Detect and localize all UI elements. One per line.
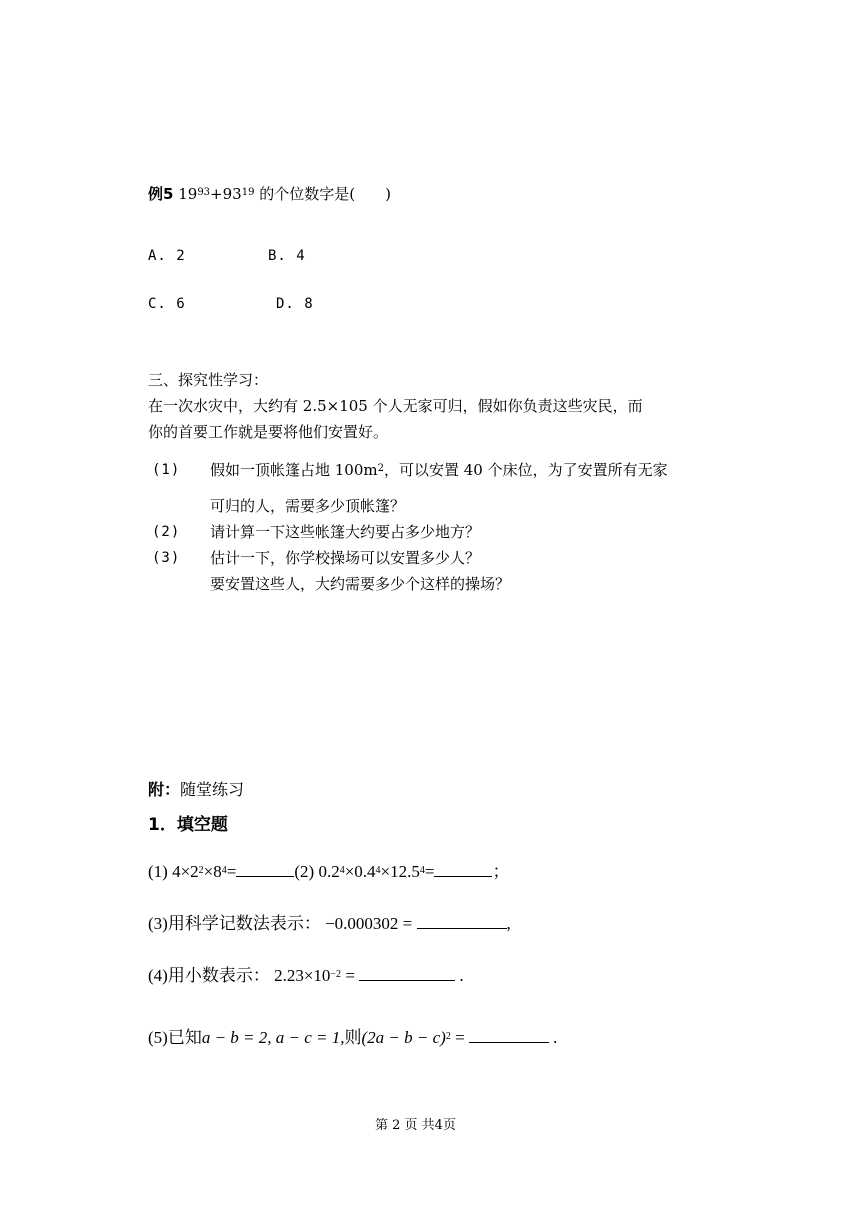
p4-sup: −2: [330, 969, 342, 980]
p2-eq: =: [424, 862, 435, 881]
option-b: B. 4: [268, 248, 306, 264]
p1-b: ×8: [203, 862, 222, 881]
p5-answer-blank[interactable]: [469, 1028, 549, 1043]
power-exp-2: 19: [241, 187, 255, 198]
page-footer: 第 2 页 共4页: [375, 1118, 456, 1133]
q3-text: 估计一下，你学校操场可以安置多少人？: [210, 549, 481, 567]
p2-sup3: 4: [419, 865, 425, 876]
p2-number: (2): [294, 862, 315, 881]
example-label: 例5: [148, 185, 174, 203]
section3-intro-1: 在一次水灾中，大约有 2.5×105 个人无家可归，假如你负责这些灾民，而: [148, 397, 643, 415]
p3-lead: (3)用科学记数法表示：: [148, 914, 321, 933]
p4-eq: =: [345, 966, 355, 985]
p3-end: ,: [506, 914, 511, 933]
p5-then: 则: [344, 1028, 362, 1047]
p2-c: ×12.5: [380, 862, 420, 881]
option-d: D. 8: [276, 296, 314, 312]
q2-number: (2): [152, 524, 181, 540]
example-5-line: [148, 184, 391, 204]
power-base-2: +93: [210, 185, 242, 203]
q1-text-cont: 可归的人，需要多少顶帐篷？: [210, 497, 406, 515]
p1-answer-blank[interactable]: [236, 862, 294, 877]
p4-lead: (4)用小数表示：: [148, 966, 270, 985]
section3-intro-2: 你的首要工作就是要将他们安置好。: [148, 423, 389, 441]
p2-a: 0.2: [318, 862, 340, 881]
p5-lead: (5)已知: [148, 1028, 202, 1047]
p5-sup: 2: [445, 1031, 451, 1042]
p1-sup1: 2: [198, 865, 204, 876]
problem-4: [148, 966, 464, 986]
p5-eq: =: [455, 1028, 465, 1047]
p4-end: .: [459, 966, 464, 985]
q1-sup: 2: [377, 463, 384, 474]
p3-answer-blank[interactable]: [417, 914, 507, 929]
q3-number: (3): [152, 550, 181, 566]
power-base-1: 19: [178, 185, 198, 203]
p5-expr: (2a − b − c): [361, 1028, 446, 1047]
p1-eq: =: [226, 862, 237, 881]
p1-number: (1): [148, 862, 168, 881]
p3-expr: −0.000302 =: [325, 914, 413, 933]
p1-sup2: 4: [221, 865, 227, 876]
p1-a: 4×2: [172, 862, 199, 881]
problem-3: [148, 914, 511, 934]
p2-sup2: 4: [375, 865, 381, 876]
p2-sup1: 4: [339, 865, 345, 876]
appendix-title-rest: 随堂练习: [180, 780, 245, 799]
q1-number: (1): [152, 462, 181, 478]
q1-text-b: ，可以安置 40 个床位，为了安置所有无家: [384, 461, 668, 479]
p5-condition: a − b = 2, a − c = 1,: [201, 1028, 345, 1047]
section3-heading: 三、探究性学习：: [148, 371, 269, 389]
appendix-title-bold: 附：: [148, 780, 181, 799]
fill-in-heading: 1．填空题: [148, 815, 228, 835]
problem-1-2: [148, 862, 509, 882]
power-exp-1: 93: [197, 187, 211, 198]
p2-end: ；: [492, 862, 510, 881]
q1-text-a: 假如一顶帐篷占地 100m: [210, 461, 378, 479]
p4-expr: 2.23×10: [274, 966, 331, 985]
q3-text-cont: 要安置这些人，大约需要多少个这样的操场？: [210, 575, 511, 593]
option-c: C. 6: [148, 296, 186, 312]
p5-end: .: [553, 1028, 558, 1047]
appendix-title: [148, 780, 244, 800]
p2-answer-blank[interactable]: [434, 862, 492, 877]
p4-answer-blank[interactable]: [359, 966, 455, 981]
option-a: A. 2: [148, 248, 186, 264]
q2-text: 请计算一下这些帐篷大约要占多少地方？: [210, 523, 481, 541]
question-text: 的个位数字是( ): [259, 185, 391, 203]
problem-5: [148, 1028, 557, 1048]
q1-text: [210, 460, 668, 480]
p2-b: ×0.4: [344, 862, 376, 881]
